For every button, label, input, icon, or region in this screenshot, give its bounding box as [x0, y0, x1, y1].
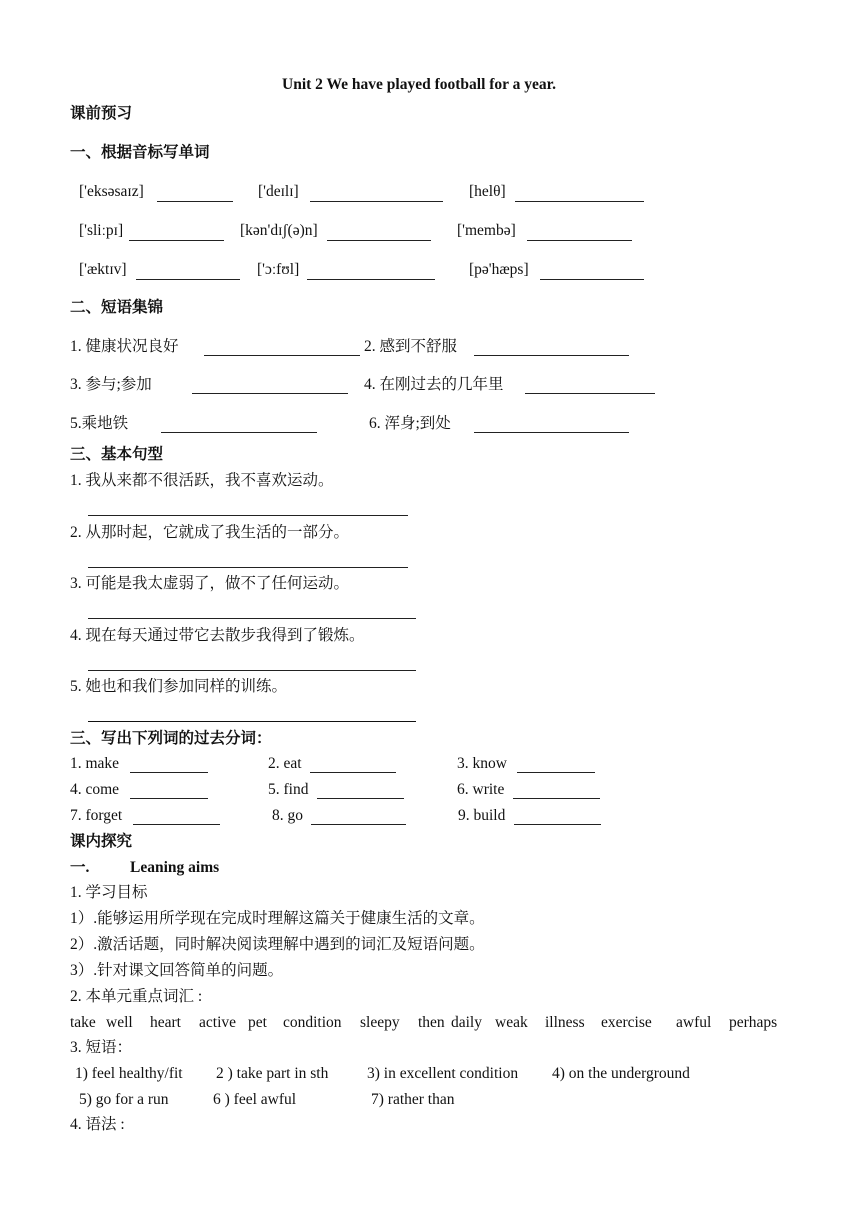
part2-heading: 二、短语集锦 — [70, 299, 164, 316]
aims-heading-number: 一. — [70, 859, 90, 876]
section-inclass-heading: 课内探究 — [70, 833, 133, 850]
grammar-label: 4. 语法 : — [70, 1116, 125, 1133]
vocab-word: well — [106, 1014, 133, 1031]
answer-blank[interactable] — [130, 798, 208, 799]
answer-blank[interactable] — [527, 240, 632, 241]
answer-line[interactable] — [88, 670, 416, 671]
phrase-item: 6. 浑身;到处 — [369, 415, 451, 432]
phonetic-item: [kən'dɪʃ(ə)n] — [240, 222, 318, 239]
verb-item: 1. make — [70, 755, 120, 772]
answer-blank[interactable] — [161, 432, 317, 433]
answer-line[interactable] — [88, 721, 416, 722]
phrase-item: 3. 参与;参加 — [70, 376, 152, 393]
answer-line[interactable] — [88, 515, 408, 516]
answer-line[interactable] — [88, 618, 416, 619]
answer-blank[interactable] — [540, 279, 644, 280]
sentence-item: 1. 我从来都不很活跃，我不喜欢运动。 — [70, 472, 334, 489]
vocab-word: exercise — [601, 1014, 652, 1031]
phonetic-item: ['eksəsaɪz] — [79, 183, 144, 200]
phonetic-item: [pə'hæps] — [469, 261, 529, 278]
section-preclass-heading: 课前预习 — [70, 105, 133, 122]
vocab-word: weak — [495, 1014, 528, 1031]
goal-label: 1. 学习目标 — [70, 884, 148, 901]
phonetic-item: [helθ] — [469, 183, 506, 200]
answer-blank[interactable] — [157, 201, 233, 202]
verb-item: 3. know — [457, 755, 507, 772]
verb-item: 7. forget — [70, 807, 123, 824]
answer-blank[interactable] — [514, 824, 601, 825]
answer-blank[interactable] — [136, 279, 240, 280]
vocab-word: heart — [150, 1014, 181, 1031]
goal-item: 3）.针对课文回答简单的问题。 — [70, 962, 284, 979]
verb-item: 5. find — [268, 781, 309, 798]
answer-blank[interactable] — [130, 772, 208, 773]
answer-blank[interactable] — [525, 393, 655, 394]
part4-heading: 三、写出下列词的过去分词： — [70, 730, 272, 747]
answer-line[interactable] — [88, 567, 408, 568]
answer-blank[interactable] — [204, 355, 360, 356]
key-phrase: 6 ) feel awful — [213, 1091, 297, 1108]
verb-item: 4. come — [70, 781, 120, 798]
answer-blank[interactable] — [310, 772, 396, 773]
phonetic-item: ['deɪlɪ] — [258, 183, 299, 200]
phonetic-item: ['sliːpɪ] — [79, 222, 124, 239]
vocab-word: pet — [248, 1014, 267, 1031]
answer-blank[interactable] — [307, 279, 435, 280]
vocab-word: illness — [545, 1014, 585, 1031]
vocab-word: daily — [451, 1014, 482, 1031]
phrase-label: 3. 短语： — [70, 1039, 133, 1056]
answer-blank[interactable] — [129, 240, 224, 241]
vocab-label: 2. 本单元重点词汇 : — [70, 988, 203, 1005]
key-phrase: 4) on the underground — [552, 1065, 690, 1082]
goal-item: 1）.能够运用所学现在完成时理解这篇关于健康生活的文章。 — [70, 910, 485, 927]
phrase-item: 4. 在刚过去的几年里 — [364, 376, 504, 393]
key-phrase: 2 ) take part in sth — [216, 1065, 329, 1082]
answer-blank[interactable] — [474, 355, 629, 356]
answer-blank[interactable] — [517, 772, 595, 773]
sentence-item: 4. 现在每天通过带它去散步我得到了锻炼。 — [70, 627, 365, 644]
vocab-word: active — [199, 1014, 237, 1031]
phrase-item: 1. 健康状况良好 — [70, 338, 179, 355]
answer-blank[interactable] — [513, 798, 600, 799]
key-phrase: 3) in excellent condition — [367, 1065, 519, 1082]
answer-blank[interactable] — [133, 824, 220, 825]
vocab-word: take — [70, 1014, 96, 1031]
vocab-word: perhaps — [729, 1014, 778, 1031]
part1-heading: 一、根据音标写单词 — [70, 144, 210, 161]
key-phrase: 5) go for a run — [79, 1091, 169, 1108]
vocab-word: condition — [283, 1014, 342, 1031]
key-phrase: 7) rather than — [371, 1091, 455, 1108]
phonetic-item: ['membə] — [457, 222, 516, 239]
sentence-item: 5. 她也和我们参加同样的训练。 — [70, 678, 288, 695]
answer-blank[interactable] — [192, 393, 348, 394]
phrase-item: 5.乘地铁 — [70, 415, 129, 432]
page-title: Unit 2 We have played football for a year. — [282, 76, 556, 93]
answer-blank[interactable] — [327, 240, 431, 241]
answer-blank[interactable] — [310, 201, 443, 202]
aims-heading-text: Leaning aims — [130, 859, 220, 876]
verb-item: 8. go — [272, 807, 303, 824]
phrase-item: 2. 感到不舒服 — [364, 338, 458, 355]
answer-blank[interactable] — [474, 432, 629, 433]
verb-item: 9. build — [458, 807, 506, 824]
sentence-item: 2. 从那时起，它就成了我生活的一部分。 — [70, 524, 350, 541]
part3-heading: 三、基本句型 — [70, 446, 164, 463]
vocab-word: then — [418, 1014, 445, 1031]
phonetic-item: ['æktɪv] — [79, 261, 127, 278]
goal-item: 2）.激活话题，同时解决阅读理解中遇到的词汇及短语问题。 — [70, 936, 485, 953]
vocab-word: awful — [676, 1014, 712, 1031]
sentence-item: 3. 可能是我太虚弱了，做不了任何运动。 — [70, 575, 350, 592]
vocab-word: sleepy — [360, 1014, 400, 1031]
answer-blank[interactable] — [311, 824, 406, 825]
answer-blank[interactable] — [317, 798, 404, 799]
verb-item: 6. write — [457, 781, 505, 798]
key-phrase: 1) feel healthy/fit — [75, 1065, 183, 1082]
phonetic-item: ['ɔːfʊl] — [257, 261, 300, 278]
verb-item: 2. eat — [268, 755, 302, 772]
answer-blank[interactable] — [515, 201, 644, 202]
